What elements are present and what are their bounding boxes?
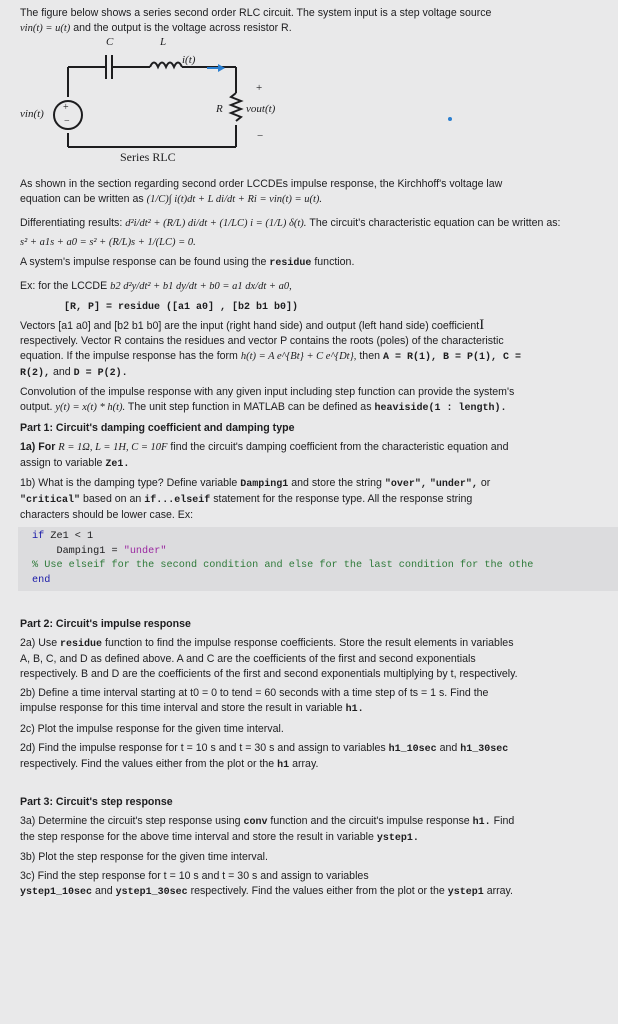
q1b-based: based on an	[82, 492, 142, 505]
code-kw-if: if	[32, 531, 45, 543]
convolution-output-prefix: output.	[20, 401, 53, 414]
source-label: vin(t)	[20, 107, 44, 120]
vectors-line4	[20, 365, 604, 381]
vout-minus: −	[257, 129, 264, 142]
convolution-step-code: heaviside(1 : length).	[374, 403, 507, 415]
q3c-line2-mid: respectively. Find the values either from the plot or the	[190, 885, 445, 898]
kvl-line2	[20, 192, 604, 208]
kvl-line1: As shown in the section regarding second order LCCDEs impulse response, the Kirchhoff's voltage law	[20, 177, 503, 190]
part3-title: Part 3: Circuit's step response	[20, 796, 173, 808]
q3a-line2	[20, 830, 604, 846]
q2b-line1: 2b) Define a time interval starting at t0 = 0 to tend = 60 seconds with a time step of ts = 1 s. Find the	[20, 687, 489, 700]
q1b-over: "over",	[384, 478, 427, 490]
vout-label: vout(t)	[246, 102, 276, 115]
code-block	[18, 527, 618, 591]
q1b-line3: characters should be lower case. Ex:	[20, 509, 194, 522]
example-equation: b2 d²y/dt² + b1 dy/dt + b0 = a1 dx/dt + a0,	[110, 280, 292, 292]
q1b-critical: "critical"	[20, 494, 81, 506]
example-line	[20, 279, 604, 295]
q3a-line1	[20, 814, 604, 830]
q3a-fn: conv	[243, 817, 268, 829]
convolution-line1: Convolution of the impulse response with any given input including step function can provide the system's	[20, 386, 515, 399]
q2d-and: and	[439, 741, 458, 754]
q2d-line1	[20, 741, 604, 757]
q2d-prefix: 2d) Find the impulse response for t = 10 s and t = 30 s and assign to variables	[20, 741, 386, 754]
convolution-equation: y(t) = x(t) * h(t).	[55, 402, 126, 414]
q1a-values: R = 1Ω, L = 1H, C = 10F	[58, 441, 168, 453]
kvl-prefix: equation can be written as	[20, 192, 144, 205]
convolution-step-text: The unit step function in MATLAB can be defined as	[127, 401, 372, 414]
q2a-line2: A, B, C, and D as defined above. A and C are the coefficients of the first and second exponentials	[20, 653, 476, 666]
q1a-rest: find the circuit's damping coefficient from the characteristic equation and	[170, 440, 509, 453]
differentiating-prefix: Differentiating results:	[20, 216, 123, 229]
example-code: [R, P] = residue ([a1 a0] , [b2 b1 b0])	[64, 301, 299, 313]
q1a-line2-prefix: assign to variable	[20, 456, 103, 469]
text-cursor-icon: I	[479, 316, 485, 333]
q1b-var: Damping1	[240, 478, 289, 490]
vectors-line2: respectively. Vector R contains the residues and vector P contains the roots (poles) of the characteristic	[20, 335, 504, 347]
q1a-label: 1a) For	[20, 440, 56, 453]
resistor-label: R	[216, 102, 223, 115]
q2d-line2-prefix: respectively. Find the values either from the plot or the	[20, 757, 275, 770]
q2a-line1	[20, 636, 604, 652]
q3a-mid: function and the circuit's impulse response	[270, 815, 470, 828]
q2d-var1: h1_10sec	[388, 743, 437, 755]
vectors-assign2: R(2),	[20, 368, 51, 380]
intro-line1: The figure below shows a series second order RLC circuit. The system input is a step voltage source	[20, 7, 492, 19]
source-plus: +	[63, 101, 69, 113]
code-kw-end: end	[32, 574, 51, 586]
code-comment: % Use elseif for the second condition and else for the last condition for the othe	[32, 560, 534, 572]
q3a-prefix: 3a) Determine the circuit's step response using	[20, 815, 241, 828]
convolution-line2	[20, 400, 604, 416]
q2d-line2-suffix: array.	[292, 757, 319, 770]
inductor-label: L	[160, 35, 167, 48]
q1b-line2	[20, 492, 604, 508]
q3c-line2	[20, 884, 604, 900]
q1b-under: "under",	[429, 478, 478, 490]
q1b-ifelse: if...elseif	[144, 494, 211, 506]
q2b-line2-prefix: impulse response for this time interval and store the result in variable	[20, 702, 343, 715]
q2b-var: h1.	[345, 704, 364, 716]
q3a-line2-prefix: the step response for the above time interval and store the result in variable	[20, 831, 374, 844]
vin-equation: vin(t) = u(t)	[20, 23, 71, 35]
circuit-caption: Series RLC	[120, 149, 176, 164]
vectors-line3	[20, 349, 604, 365]
q3b: 3b) Plot the step response for the given time interval.	[20, 851, 268, 864]
q3c-arr: ystep1	[447, 887, 484, 899]
current-label: i(t)	[182, 53, 196, 66]
q1b-mid: and store the string	[291, 476, 382, 489]
q3c-prefix: 3c) Find the step response for t = 10 s and t = 30 s and assign to variables	[20, 870, 369, 883]
code-assign-string: "under"	[123, 545, 167, 557]
q1b-line2-rest: statement for the response type. All the response string	[213, 492, 473, 505]
differentiating-line	[20, 216, 604, 232]
vectors-text: Vectors [a1 a0] and [b2 b1 b0] are the input (right hand side) and output (left hand side) coefficient	[20, 319, 480, 332]
vout-plus: +	[256, 81, 263, 94]
vectors-assign1: A = R(1), B = P(1), C =	[382, 352, 521, 364]
q2a-line3: respectively. B and D are the coefficients of the first and second exponentials multiplying by t, respectively.	[20, 668, 518, 681]
code-line-assign	[32, 545, 618, 559]
q2b-line2	[20, 701, 604, 717]
differentiating-equation: d²i/dt² + (R/L) di/dt + (1/LC) i = (1/L) δ(t).	[125, 217, 307, 229]
q3c-and: and	[94, 885, 113, 898]
vectors-line1	[20, 316, 604, 334]
residue-intro	[20, 255, 604, 271]
q3a-line2-var: ystep1.	[376, 833, 419, 845]
source-minus: −	[64, 115, 70, 127]
q2d-arr: h1	[277, 759, 290, 771]
kvl-equation: (1/C)∫ i(t)dt + L di/dt + Ri = vin(t) = u(t).	[146, 193, 323, 205]
part1-title: Part 1: Circuit's damping coefficient and damping type	[20, 421, 295, 434]
q1b-line1	[20, 476, 604, 492]
differentiating-suffix: The circuit's characteristic equation can be written as:	[309, 216, 561, 229]
q2c: 2c) Plot the impulse response for the given time interval.	[20, 722, 284, 735]
intro-line2-text: and the output is the voltage across resistor R.	[73, 22, 292, 35]
q2d-var2: h1_30sec	[460, 743, 509, 755]
q3c-var2: ystep1_30sec	[115, 887, 188, 899]
vectors-assign3: D = P(2).	[73, 368, 128, 380]
capacitor-label: C	[106, 35, 114, 48]
vectors-then: then	[359, 350, 380, 363]
q2a-rest: function to find the impulse response coefficients. Store the result elements in variables	[105, 637, 514, 650]
rlc-circuit-diagram	[20, 37, 460, 163]
q1a-line2	[20, 456, 604, 472]
q3a-find: Find	[493, 815, 515, 828]
q1b-or: or	[480, 476, 491, 489]
part2-title: Part 2: Circuit's impulse response	[20, 618, 191, 631]
example-prefix: Ex: for the LCCDE	[20, 279, 108, 292]
residue-fn: residue	[269, 257, 312, 269]
circuit-schematic	[20, 37, 460, 163]
q2a-fn: residue	[60, 639, 103, 651]
vectors-and: and	[52, 366, 71, 379]
q1b-prefix: 1b) What is the damping type? Define variable	[20, 476, 238, 489]
q2d-line2	[20, 757, 604, 773]
vectors-form: h(t) = A e^{Bt} + C e^{Dt},	[240, 351, 357, 363]
q3c-line2-suffix: array.	[486, 885, 513, 898]
q1a-line1	[20, 440, 604, 456]
q3c-var1: ystep1_10sec	[20, 887, 93, 899]
residue-intro-suffix: function.	[314, 255, 355, 268]
q2a-prefix: 2a) Use	[20, 637, 58, 650]
q1a-var: Ze1.	[105, 458, 130, 470]
q3a-var: h1.	[472, 817, 491, 829]
characteristic-equation: s² + a1s + a0 = s² + (R/L)s + 1/(LC) = 0.	[20, 236, 196, 248]
code-line-if	[32, 530, 618, 544]
vectors-form-prefix: equation. If the impulse response has the form	[20, 350, 238, 363]
code-condition: Ze1 < 1	[44, 531, 94, 543]
residue-intro-text: A system's impulse response can be found using the	[20, 255, 267, 268]
q3c-line1	[20, 869, 604, 884]
code-assign: Damping1 =	[32, 545, 124, 557]
